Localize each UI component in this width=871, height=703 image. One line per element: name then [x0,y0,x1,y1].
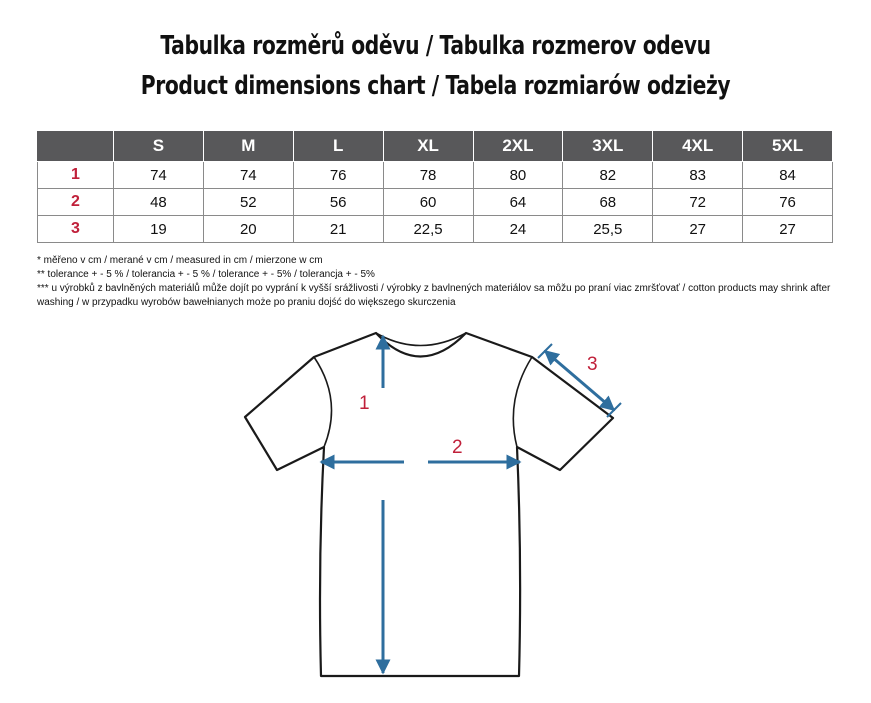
measure-label-1: 1 [359,393,370,414]
size-header: S [114,131,204,162]
size-header: 2XL [473,131,563,162]
size-header: 5XL [743,131,833,162]
title-line-1: Tabulka rozměrů oděvu / Tabulka rozmerov odevu [160,31,711,61]
table-cell: 25,5 [563,216,653,243]
table-cell: 27 [743,216,833,243]
table-cell: 72 [653,189,743,216]
note-measured: * měřeno v cm / merané v cm / measured in cm / mierzone w cm [37,255,323,266]
row-label: 1 [38,162,114,189]
table-cell: 68 [563,189,653,216]
table-cell: 52 [203,189,293,216]
table-cell: 78 [383,162,473,189]
size-header: L [293,131,383,162]
note-shrink: *** u výrobků z bavlněných materiálů může dojít po vyprání k vyšší srážlivosti / výrobky z bavlnených materiálov sa môžu po praní viac zmršťovať / cotton products may shrink after washing / w przypadku wyrobów bawełnianych może po praniu dojść do większego skurczenia [37,283,831,308]
size-header: 4XL [653,131,743,162]
note-tolerance: ** tolerance + - 5 % / tolerancia + - 5 % / tolerance + - 5% / tolerancja + - 5% [37,269,375,280]
table-cell: 84 [743,162,833,189]
row-label: 3 [38,216,114,243]
left-sleeve-seam [314,357,332,447]
table-cell: 19 [114,216,204,243]
measure-label-3: 3 [587,354,598,375]
table-cell: 48 [114,189,204,216]
table-cell: 56 [293,189,383,216]
size-header: XL [383,131,473,162]
table-cell: 74 [114,162,204,189]
size-header: M [203,131,293,162]
table-cell: 21 [293,216,383,243]
table-cell: 74 [203,162,293,189]
table-cell: 20 [203,216,293,243]
right-sleeve-seam [513,357,532,447]
table-cell: 60 [383,189,473,216]
title-line-2: Product dimensions chart / Tabela rozmiarów odzieży [140,71,731,101]
size-header: 3XL [563,131,653,162]
table-cell: 27 [653,216,743,243]
table-cell: 82 [563,162,653,189]
table-cell: 24 [473,216,563,243]
measure-label-2: 2 [452,437,463,458]
tshirt-outline-icon [245,333,613,676]
sleeve-arrow [545,351,614,410]
table-cell: 76 [293,162,383,189]
table-cell: 80 [473,162,563,189]
table-cell: 22,5 [383,216,473,243]
table-cell: 64 [473,189,563,216]
row-label: 2 [38,189,114,216]
table-cell: 76 [743,189,833,216]
table-cell: 83 [653,162,743,189]
